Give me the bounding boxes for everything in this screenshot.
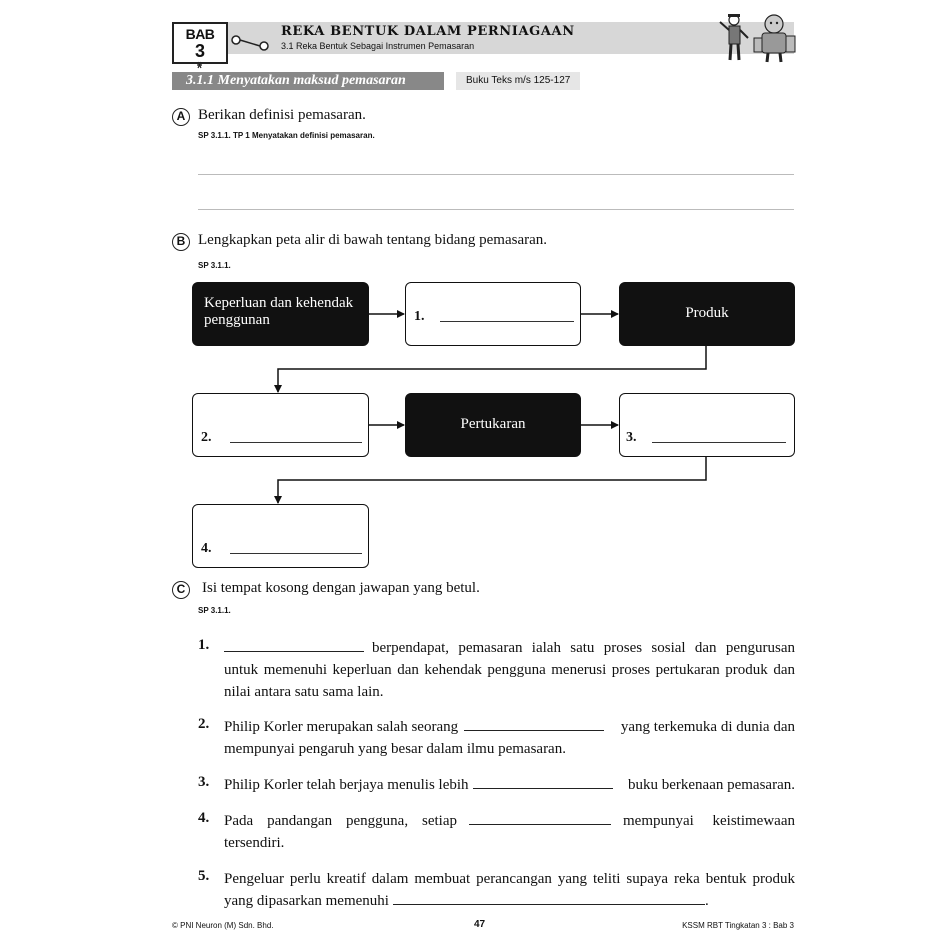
question-3-number: 3. <box>198 774 210 790</box>
answer-line-a1[interactable] <box>198 174 794 175</box>
question-3-line-1 <box>224 774 795 796</box>
flow-box-exchange-label: Pertukaran <box>460 416 526 432</box>
flow-box-2-number: 2. <box>201 430 212 445</box>
flow-box-blank-4[interactable] <box>192 504 369 568</box>
question-3-text-b: buku berkenaan pemasaran. <box>627 777 795 793</box>
question-1-text-a: berpendapat, pemasaran ialah satu proses sosial dan pengurusan <box>372 640 795 656</box>
flow-box-blank-3[interactable] <box>619 393 795 457</box>
question-5-text-a: yang dipasarkan memenuhi <box>224 893 389 909</box>
flow-box-1-number: 1. <box>414 309 425 324</box>
chapter-badge-label: BAB <box>185 26 215 42</box>
section-a-instruction: Berikan definisi pemasaran. <box>198 107 366 123</box>
question-4-number: 4. <box>198 810 210 826</box>
section-c-sp-code: SP 3.1.1. <box>198 606 231 615</box>
question-5 <box>224 868 795 912</box>
textbook-reference: Buku Teks m/s 125-127 <box>456 72 580 90</box>
question-2-number: 2. <box>198 716 210 732</box>
question-1-blank[interactable] <box>224 638 364 652</box>
flow-box-product <box>619 282 795 346</box>
question-2-text-b: yang terkemuka di dunia dan <box>620 719 795 735</box>
chapter-connector-icon <box>180 28 280 72</box>
mascot-illustration-icon <box>718 10 798 64</box>
flow-box-blank-2[interactable] <box>192 393 369 457</box>
flow-answer-line-3[interactable] <box>652 442 786 443</box>
question-1-line-3: nilai antara satu sama lain. <box>224 684 384 700</box>
section-c-badge: C <box>172 581 190 599</box>
section-b-instruction: Lengkapkan peta alir di bawah tentang bidang pemasaran. <box>198 232 548 248</box>
question-3 <box>224 774 795 796</box>
footer-book-ref: KSSM RBT Tingkatan 3 : Bab 3 <box>682 921 794 930</box>
flow-box-product-label: Produk <box>685 305 729 321</box>
chapter-subtitle: 3.1 Reka Bentuk Sebagai Instrumen Pemasaran <box>281 41 475 51</box>
section-b-sp-code: SP 3.1.1. <box>198 261 231 270</box>
flow-box-exchange <box>405 393 581 457</box>
footer-page-number: 47 <box>474 919 486 930</box>
section-a-sp-code: SP 3.1.1. TP 1 Menyatakan definisi pemasaran. <box>198 131 375 140</box>
question-4-text-a: Pada pandangan pengguna, setiap <box>224 813 457 829</box>
question-5-line-2 <box>224 890 795 912</box>
question-4 <box>224 810 795 854</box>
subsection-title: 3.1.1 Menyatakan maksud pemasaran <box>172 72 444 90</box>
question-5-blank[interactable] <box>393 891 705 905</box>
question-2-line-1 <box>224 716 795 738</box>
question-1-line-2: untuk memenuhi keperluan dan kehendak pengguna menerusi proses pertukaran produk dan <box>224 662 795 678</box>
flow-answer-line-2[interactable] <box>230 442 362 443</box>
chapter-badge-number: 3 <box>194 41 205 61</box>
question-5-number: 5. <box>198 868 210 884</box>
flow-answer-line-1[interactable] <box>440 321 574 322</box>
question-1-line-1 <box>224 637 795 659</box>
flow-box-4-number: 4. <box>201 541 212 556</box>
question-2-blank[interactable] <box>464 717 604 731</box>
question-4-line-1 <box>224 810 795 832</box>
question-3-text-a: Philip Korler telah berjaya menulis lebih <box>224 777 469 793</box>
question-4-blank[interactable] <box>469 811 611 825</box>
question-2 <box>224 716 795 760</box>
question-4-text-b: mempunyai keistimewaan <box>623 813 795 829</box>
question-2-text-a: Philip Korler merupakan salah seorang <box>224 719 459 735</box>
question-5-line-1: Pengeluar perlu kreatif dalam membuat perancangan yang teliti supaya reka bentuk produk <box>224 871 795 887</box>
arrow-product-to-2 <box>278 346 706 392</box>
arrow-3-to-4 <box>278 457 706 503</box>
flow-answer-line-4[interactable] <box>230 553 362 554</box>
question-1-number: 1. <box>198 637 210 653</box>
section-a-badge: A <box>172 108 190 126</box>
question-1 <box>224 637 795 703</box>
flow-box-blank-1[interactable] <box>405 282 581 346</box>
section-b-badge: B <box>172 233 190 251</box>
flow-box-3-number: 3. <box>626 430 637 445</box>
question-4-line-2: tersendiri. <box>224 835 285 851</box>
flow-box-needs <box>192 282 369 346</box>
question-3-blank[interactable] <box>473 775 613 789</box>
question-5-text-b: . <box>704 893 709 909</box>
chapter-title: REKA BENTUK DALAM PERNIAGAAN <box>281 24 575 39</box>
question-2-line-2: mempunyai pengaruh yang besar dalam ilmu pemasaran. <box>224 741 566 757</box>
section-c-instruction: Isi tempat kosong dengan jawapan yang betul. <box>202 580 480 596</box>
footer-publisher: © PNI Neuron (M) Sdn. Bhd. <box>172 921 274 930</box>
flow-box-needs-label: Keperluan dan kehendak penggunan <box>204 295 354 328</box>
answer-line-a2[interactable] <box>198 209 794 210</box>
